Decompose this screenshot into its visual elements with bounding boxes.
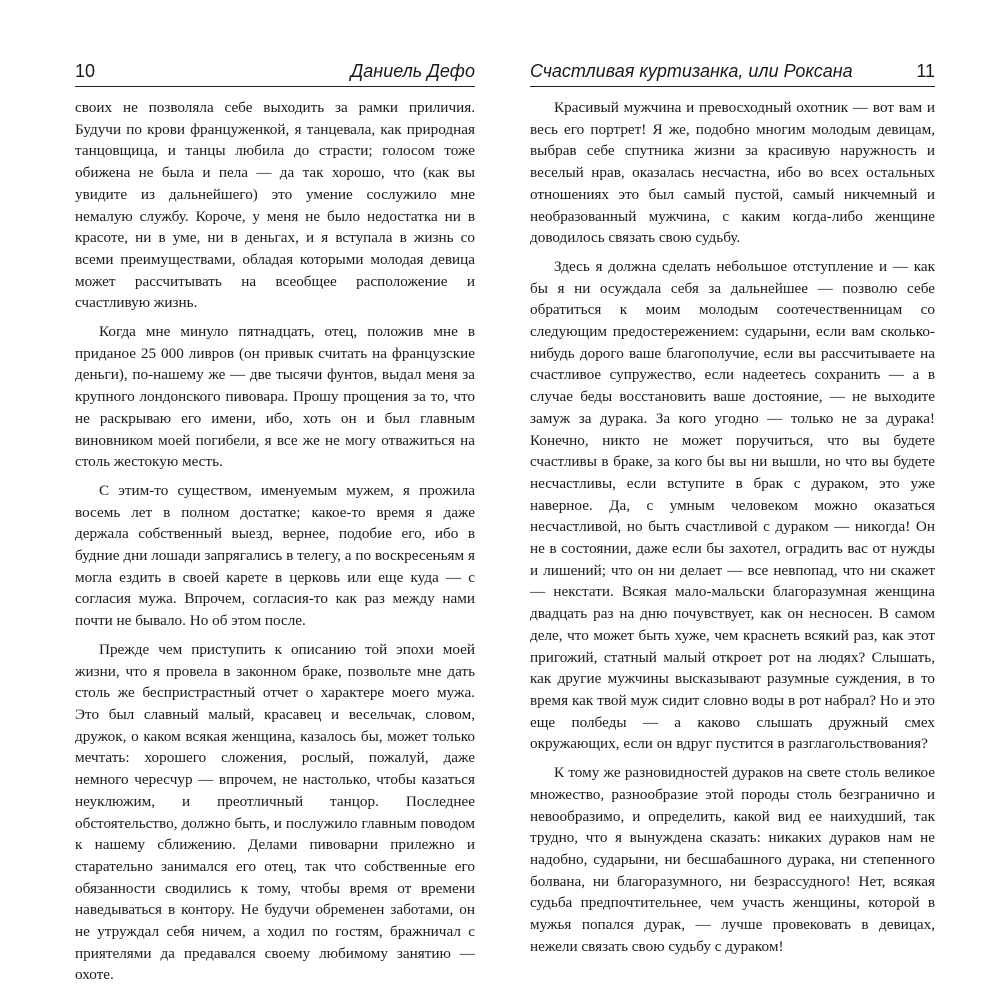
paragraph: Когда мне минуло пятнадцать, отец, положив мне в приданое 25 000 ливров (он привык считать на французские деньги), по-нашему же — две тысячи фунтов, выдал меня за крупного лондонского пивовара. Прошу прощения за то, что не раскрываю его имени, ибо, хоть он и был главным виновником моей погибели, я все же не могу отважиться на столь жестокую месть. — [75, 323, 475, 471]
page-number: 10 — [75, 61, 96, 81]
body-text — [75, 97, 475, 986]
page-number: 11 — [916, 61, 935, 81]
paragraph: Прежде чем приступить к описанию той эпохи моей жизни, что я провела в законном браке, позвольте мне дать столь же беспристрастный отчет о характере моего мужа. Это был славный малый, красавец и весельчак, словом, дружок, о каком всякая женщина, казалось бы, может только мечтать: хорошего сложения, рослый, пожалуй, даже немного чересчур — впрочем, не настолько, чтобы казаться неуклюжим, и преотличный танцор. Последнее обстоятельство, должно быть, и послужило главным поводом к нашему сближению. Делами пивоварни прилежно и старательно занимался его отец, так что собственные его обязанности сводились к тому, чтобы время от времени наведываться в контору. Не будучи обременен заботами, он не утруждал себя ничем, а ходил по гостям, бражничал с приятелями да предавался своему любимому занятию — охоте. — [75, 640, 475, 984]
running-head — [530, 58, 935, 84]
paragraph: своих не позволяла себе выходить за рамки приличия. Будучи по крови француженкой, я танцевала, как природная танцовщица, и танцы любила до страсти; голосом тоже обижена не была и пела — да так хорошо, что (как вы увидите из дальнейшего) это умение сослужило мне немалую службу. Короче, у меня не было недостатка ни в красоте, ни в уме, ни в деньгах, и я вступала в жизнь со всеми преимуществами, обладая которыми молодая девица может рассчитывать на всеобщее расположение и счастливую жизнь. — [75, 99, 475, 312]
paragraph: Красивый мужчина и превосходный охотник — вот вам и весь его портрет! Я же, подобно многим молодым девицам, выбрав себе спутника жизни за красивую наружность и веселый нрав, оказалась несчастна, ибо во всех остальных отношениях это был самый пустой, самый никчемный и необразованный мужчина, с каким когда-либо женщине доводилось связать свою судьбу. — [530, 99, 935, 247]
paragraph: К тому же разновидностей дураков на свете столь великое множество, разнообразие этой породы столь безгранично и невообразимо, и определить, какой вид ее наихудший, так трудно, что я вынуждена сказать: никаких дураков нам не надобно, сударыни, ни бесшабашного дурака, ни степенного болвана, ни благоразумного, ни безрассудного! Нет, всякая судьба предпочтительнее, чем участь женщины, которой в мужья попался дурак, — лучше провековать в девицах, нежели связать свою судьбу с дураком! — [530, 764, 935, 955]
left-page — [75, 0, 475, 984]
running-title: Счастливая куртизанка, или Роксана — [530, 61, 853, 81]
body-text — [530, 97, 935, 957]
running-head — [75, 58, 475, 84]
header-rule — [75, 86, 475, 87]
paragraph: С этим-то существом, именуемым мужем, я прожила восемь лет в полном достатке; какое-то время я даже держала собственный выезд, вернее, подобие его, ибо в будние дни лошади запрягались в телегу, а по воскресеньям я могла ездить в своей карете в церковь или еще куда — с согласия мужа. Впрочем, согласия-то как раз между нами почти не бывало. Но об этом после. — [75, 481, 475, 630]
right-page — [530, 0, 935, 955]
header-rule — [530, 86, 935, 87]
paragraph: Здесь я должна сделать небольшое отступление и — как бы я ни осуждала себя за дальнейшее — позволю себе обратиться к моим молодым соотечественницам со следующим предостережением: сударыни, если вам сколько-нибудь дорого ваше благополучие, если вы рассчитываете на счастливое супружество, если надеетесь сохранить — а в случае беды восстановить ваше достояние, — не выходите замуж за дурака. За кого угодно — только не за дурака! Конечно, никто не может поручиться, что вы будете счастливы в браке, за кого бы вы ни вышли, но что вы будете несчастливы, если вступите в брак с дураком, это уже наверное. Да, с умным человеком можно оказаться несчастливой, но быть счастливой с дураком — никогда! Он не в состоянии, даже если бы захотел, оградить вас от нужды и лишений; что он ни делает — все невпопад, что ни скажет — некстати. Всякая мало-мальски благоразумная женщина двадцать раз на дню почувствует, как он несносен. В самом деле, что может быть хуже, чем краснеть всякий раз, как этот пригожий, статный малый откроет рот на людях? Слышать, как другие мужчины высказывают разумные суждения, в то время как твой муж сидит словно воды в рот набрал? Но и это еще полбеды — а каково слышать дружный смех окружающих, если он вдруг пустится в разглагольствования? — [530, 257, 935, 753]
running-title: Даниель Дефо — [350, 61, 475, 81]
